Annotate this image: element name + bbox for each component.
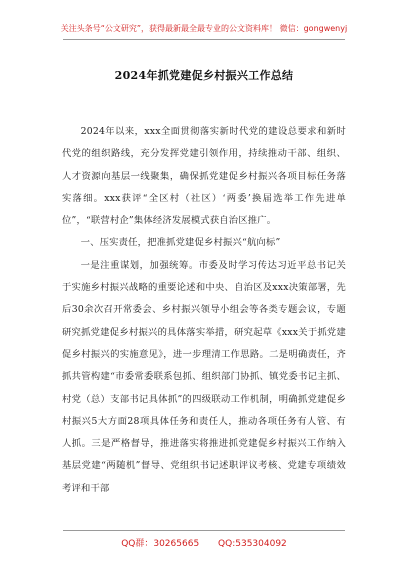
footer-qq-number: QQ:535304092 [218, 539, 287, 549]
document-body [62, 121, 346, 500]
footer-qq-group: QQ群：30265665 [121, 539, 200, 549]
header-divider [63, 39, 345, 40]
body-paragraph: 一是注重谋划，加强统筹。市委及时学习传达习近平总书记关于实施乡村振兴战略的重要论述和中央、自治区及xxx决策部署，先后30余次召开常委会、乡村振兴领导小组会等各类专题会议，专题研究抓党建促乡村振兴的具体落实举措，研究起草《xxx关于抓党建促乡村振兴的实施意见》，进一步理清工作思路。二是明确责任，齐抓共管构建“市委常委联系包抓、组织部门协抓、镇党委书记主抓、村党（总）支部书记具体抓”的四级联动工作机制，明确抓党建促乡村振兴5大方面28项具体任务和责任人，推动各项任务有人管、有人抓。三是严格督导，推进落实将推进抓党建促乡村振兴工作纳入基层党建“两随机”督导、党组织书记述职评议考核、党建专项绩效考评和干部 [62, 259, 346, 494]
section-heading-1: 一、压实责任，把准抓党建促乡村振兴“航向标” [80, 237, 281, 249]
intro-paragraph: 2024年以来，xxx全面贯彻落实新时代党的建设总要求和新时代党的组织路线，充分发挥党建引领作用，持续推动干部、组织、人才资源向基层一线聚集，确保抓党建促乡村振兴各项目标任务落实落细。xxx获评“全区村（社区）‘两委’换届选举工作先进单位”，“联营村企”集体经济发展模式获自治区推广。 [62, 126, 346, 227]
document-title: 2024年抓党建促乡村振兴工作总结 [114, 69, 294, 82]
footer-divider [63, 530, 345, 531]
footer-contact [0, 536, 408, 549]
top-contact-banner: 关注头条号“公文研究”，获得最新最全最专业的公文资料库！ 微信：gongwenyj [60, 24, 348, 33]
